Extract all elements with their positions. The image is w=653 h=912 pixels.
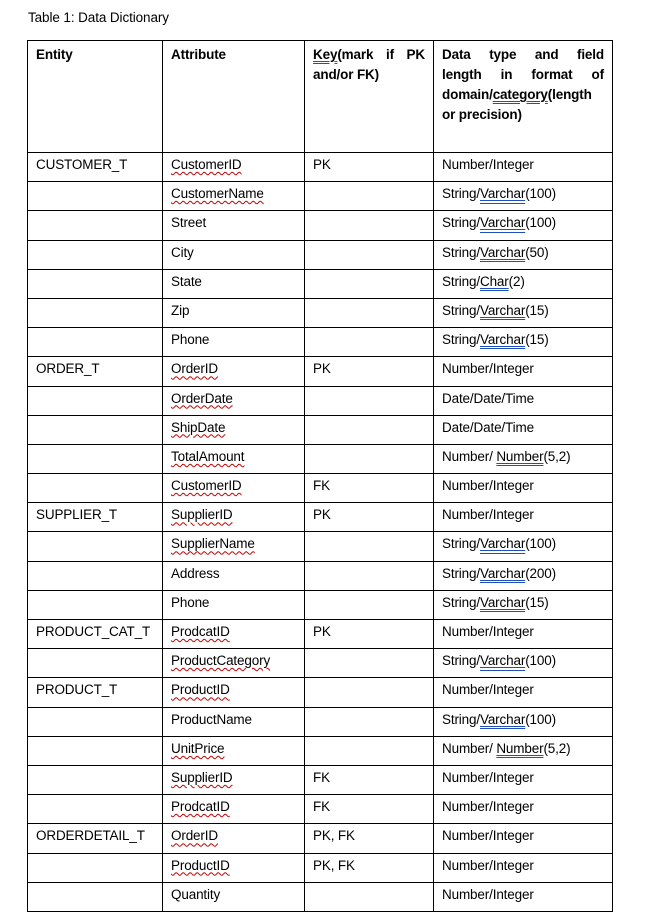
entity-cell <box>28 882 163 911</box>
attribute-name: TotalAmount <box>171 448 245 464</box>
attribute-cell <box>163 882 305 911</box>
entity-cell <box>28 211 163 240</box>
data-type-part: Varchar <box>479 536 526 552</box>
data-type-part: (100) <box>525 215 556 231</box>
key-cell <box>305 882 434 911</box>
header-key-rest-2: and/or FK) <box>313 67 379 82</box>
key-cell <box>305 182 434 211</box>
data-type-cell <box>434 240 613 269</box>
data-type-part: String/ <box>442 565 480 581</box>
data-type-part: Number/Integer <box>442 799 534 815</box>
data-type-part: Number/Integer <box>442 828 534 844</box>
table-row <box>28 211 613 240</box>
attribute-name: CustomerName <box>171 186 264 202</box>
data-type-part: Number/Integer <box>442 682 534 698</box>
data-type-part: Number/ <box>442 740 497 756</box>
data-type-part: Varchar <box>479 332 526 348</box>
header-attribute: Attribute <box>163 41 305 153</box>
data-type-cell <box>434 707 613 736</box>
key-cell: PK <box>305 503 434 532</box>
attribute-name: ProductID <box>171 682 230 698</box>
data-type-part: String/ <box>442 594 480 610</box>
attribute-name: Zip <box>171 302 190 318</box>
data-type-part: Number/Integer <box>442 478 534 494</box>
data-type-part: (5,2) <box>543 448 571 464</box>
table-row <box>28 240 613 269</box>
data-type-part: Date/Date/Time <box>442 390 534 406</box>
key-cell: PK <box>305 357 434 386</box>
table-row <box>28 853 613 882</box>
entity-cell <box>28 765 163 794</box>
table-row <box>28 620 613 649</box>
table-row <box>28 415 613 444</box>
table-row <box>28 707 613 736</box>
table-row <box>28 765 613 794</box>
data-type-part: String/ <box>442 653 480 669</box>
key-cell: PK, FK <box>305 853 434 882</box>
data-type-cell <box>434 765 613 794</box>
attribute-cell <box>163 707 305 736</box>
attribute-name: State <box>171 273 202 289</box>
attribute-name: UnitPrice <box>171 740 225 756</box>
entity-cell <box>28 561 163 590</box>
key-cell <box>305 678 434 707</box>
table-row <box>28 882 613 911</box>
data-type-part: (15) <box>525 332 549 348</box>
key-cell <box>305 415 434 444</box>
key-cell <box>305 444 434 473</box>
entity-cell <box>28 736 163 765</box>
attribute-cell <box>163 678 305 707</box>
data-type-cell <box>434 561 613 590</box>
data-type-part: Number/Integer <box>442 157 534 172</box>
header-type-line4: or precision) <box>442 107 522 122</box>
entity-cell <box>28 474 163 503</box>
data-type-part: Number/Integer <box>442 361 534 377</box>
data-type-cell <box>434 386 613 415</box>
entity-cell <box>28 328 163 357</box>
table-row <box>28 328 613 357</box>
attribute-cell <box>163 298 305 327</box>
data-type-cell <box>434 153 613 182</box>
entity-cell: PRODUCT_T <box>28 678 163 707</box>
attribute-cell <box>163 357 305 386</box>
data-type-cell <box>434 357 613 386</box>
data-type-part: (100) <box>525 711 556 727</box>
data-dictionary-table <box>27 40 613 912</box>
entity-cell <box>28 853 163 882</box>
header-type-line3: domain/category(length <box>442 87 592 102</box>
table-row <box>28 269 613 298</box>
table-row <box>28 795 613 824</box>
attribute-name: ProductID <box>171 857 230 873</box>
attribute-name: OrderDate <box>171 390 233 406</box>
table-row <box>28 386 613 415</box>
attribute-cell <box>163 474 305 503</box>
attribute-cell <box>163 824 305 853</box>
entity-cell <box>28 240 163 269</box>
table-row <box>28 444 613 473</box>
header-row <box>28 41 613 153</box>
attribute-cell <box>163 415 305 444</box>
entity-cell <box>28 298 163 327</box>
attribute-name: Phone <box>171 594 210 610</box>
attribute-cell <box>163 269 305 298</box>
data-type-cell <box>434 182 613 211</box>
header-key <box>305 41 434 153</box>
attribute-cell <box>163 211 305 240</box>
attribute-name: Phone <box>171 332 210 348</box>
table-row <box>28 503 613 532</box>
attribute-cell <box>163 444 305 473</box>
data-type-part: Number/Integer <box>442 769 534 785</box>
data-type-part: Number/ <box>442 448 497 464</box>
data-type-cell <box>434 795 613 824</box>
attribute-name: OrderID <box>171 828 218 844</box>
entity-cell: PRODUCT_CAT_T <box>28 620 163 649</box>
data-type-cell <box>434 328 613 357</box>
data-type-cell <box>434 736 613 765</box>
header-key-rest-1: (mark if PK <box>337 47 425 62</box>
key-cell <box>305 590 434 619</box>
key-cell <box>305 328 434 357</box>
data-type-part: (50) <box>525 244 549 260</box>
attribute-name: Street <box>171 215 207 231</box>
data-type-part: Number <box>496 448 544 464</box>
entity-cell <box>28 182 163 211</box>
attribute-name: ProdcatID <box>171 799 230 815</box>
table-row <box>28 590 613 619</box>
data-type-part: Number/Integer <box>442 624 534 639</box>
data-type-cell <box>434 590 613 619</box>
table-row <box>28 736 613 765</box>
table-row <box>28 532 613 561</box>
data-type-part: Number/Integer <box>442 886 534 902</box>
header-key-link: Key <box>313 47 338 62</box>
data-type-cell <box>434 853 613 882</box>
data-type-part: Char <box>479 273 509 289</box>
entity-cell <box>28 590 163 619</box>
data-type-cell <box>434 882 613 911</box>
data-type-part: (100) <box>525 653 556 669</box>
data-type-part: String/ <box>442 215 480 231</box>
header-type-line2: length in format of <box>442 67 604 82</box>
data-type-cell <box>434 532 613 561</box>
data-type-part: (200) <box>525 565 556 581</box>
key-cell: PK <box>305 620 434 649</box>
data-type-cell <box>434 269 613 298</box>
key-cell: FK <box>305 474 434 503</box>
data-type-cell <box>434 444 613 473</box>
table-row <box>28 649 613 678</box>
attribute-name: CustomerID <box>171 157 242 172</box>
data-type-cell <box>434 298 613 327</box>
attribute-name: City <box>171 244 194 260</box>
attribute-name: ProdcatID <box>171 624 230 639</box>
data-type-part: String/ <box>442 273 480 289</box>
data-type-part: Number/Integer <box>442 857 534 873</box>
attribute-name: OrderID <box>171 361 218 377</box>
attribute-cell <box>163 649 305 678</box>
data-type-cell <box>434 211 613 240</box>
table-row <box>28 474 613 503</box>
attribute-cell <box>163 328 305 357</box>
data-type-part: Varchar <box>479 215 526 231</box>
data-type-part: Varchar <box>479 594 526 610</box>
key-cell: PK, FK <box>305 824 434 853</box>
table-body <box>28 153 613 912</box>
data-type-part: String/ <box>442 186 480 202</box>
key-cell: PK <box>305 153 434 182</box>
data-type-cell <box>434 824 613 853</box>
data-type-cell <box>434 678 613 707</box>
attribute-cell <box>163 503 305 532</box>
key-cell: FK <box>305 765 434 794</box>
data-type-part: String/ <box>442 302 480 318</box>
data-type-part: (15) <box>525 594 549 610</box>
data-type-part: Varchar <box>479 244 526 260</box>
key-cell <box>305 532 434 561</box>
table-row <box>28 678 613 707</box>
entity-cell <box>28 532 163 561</box>
header-type-line1: Data type and field <box>442 47 604 62</box>
key-cell <box>305 736 434 765</box>
entity-cell <box>28 649 163 678</box>
attribute-cell <box>163 561 305 590</box>
key-cell <box>305 561 434 590</box>
attribute-name: SupplierID <box>171 769 233 785</box>
attribute-cell <box>163 620 305 649</box>
attribute-name: ProductName <box>171 711 252 727</box>
header-entity: Entity <box>28 41 163 153</box>
key-cell <box>305 649 434 678</box>
data-type-part: String/ <box>442 244 480 260</box>
attribute-cell <box>163 795 305 824</box>
attribute-cell <box>163 853 305 882</box>
entity-cell <box>28 269 163 298</box>
data-type-part: Varchar <box>479 565 526 581</box>
data-type-part: (15) <box>525 302 549 318</box>
key-cell <box>305 211 434 240</box>
attribute-cell <box>163 736 305 765</box>
entity-cell <box>28 707 163 736</box>
key-cell <box>305 240 434 269</box>
entity-cell: SUPPLIER_T <box>28 503 163 532</box>
key-cell <box>305 298 434 327</box>
attribute-cell <box>163 532 305 561</box>
attribute-cell <box>163 240 305 269</box>
attribute-name: SupplierID <box>171 507 233 523</box>
entity-cell <box>28 415 163 444</box>
data-type-cell <box>434 474 613 503</box>
entity-cell <box>28 795 163 824</box>
key-cell <box>305 707 434 736</box>
attribute-name: Quantity <box>171 886 221 902</box>
key-cell: FK <box>305 795 434 824</box>
key-cell <box>305 269 434 298</box>
entity-cell <box>28 444 163 473</box>
attribute-name: Address <box>171 565 220 581</box>
attribute-name: ShipDate <box>171 419 226 435</box>
data-type-part: (100) <box>525 536 556 552</box>
entity-cell: ORDERDETAIL_T <box>28 824 163 853</box>
table-row <box>28 182 613 211</box>
attribute-cell <box>163 386 305 415</box>
table-row <box>28 824 613 853</box>
attribute-cell <box>163 765 305 794</box>
data-type-part: (5,2) <box>543 740 571 756</box>
key-cell <box>305 386 434 415</box>
data-type-cell <box>434 649 613 678</box>
table-row <box>28 153 613 182</box>
data-type-part: (2) <box>508 273 525 289</box>
attribute-name: SupplierName <box>171 536 255 552</box>
attribute-name: CustomerID <box>171 478 242 494</box>
attribute-name: ProductCategory <box>171 653 271 669</box>
data-type-part: String/ <box>442 711 480 727</box>
data-type-cell <box>434 415 613 444</box>
table-caption: Table 1: Data Dictionary <box>28 10 169 25</box>
data-type-cell <box>434 620 613 649</box>
data-type-part: Date/Date/Time <box>442 419 534 435</box>
attribute-cell <box>163 182 305 211</box>
table-row <box>28 298 613 327</box>
data-type-part: Number <box>496 740 544 756</box>
data-type-part: Varchar <box>479 711 526 727</box>
data-type-part: (100) <box>525 186 556 202</box>
data-type-part: Varchar <box>479 302 526 318</box>
entity-cell: CUSTOMER_T <box>28 153 163 182</box>
data-type-part: Number/Integer <box>442 507 534 523</box>
header-data-type <box>434 41 613 153</box>
data-type-cell <box>434 503 613 532</box>
attribute-cell <box>163 153 305 182</box>
entity-cell <box>28 386 163 415</box>
attribute-cell <box>163 590 305 619</box>
table-row <box>28 561 613 590</box>
table-row <box>28 357 613 386</box>
data-type-part: String/ <box>442 536 480 552</box>
entity-cell: ORDER_T <box>28 357 163 386</box>
data-type-part: String/ <box>442 332 480 348</box>
data-type-part: Varchar <box>479 186 526 202</box>
data-type-part: Varchar <box>479 653 526 669</box>
